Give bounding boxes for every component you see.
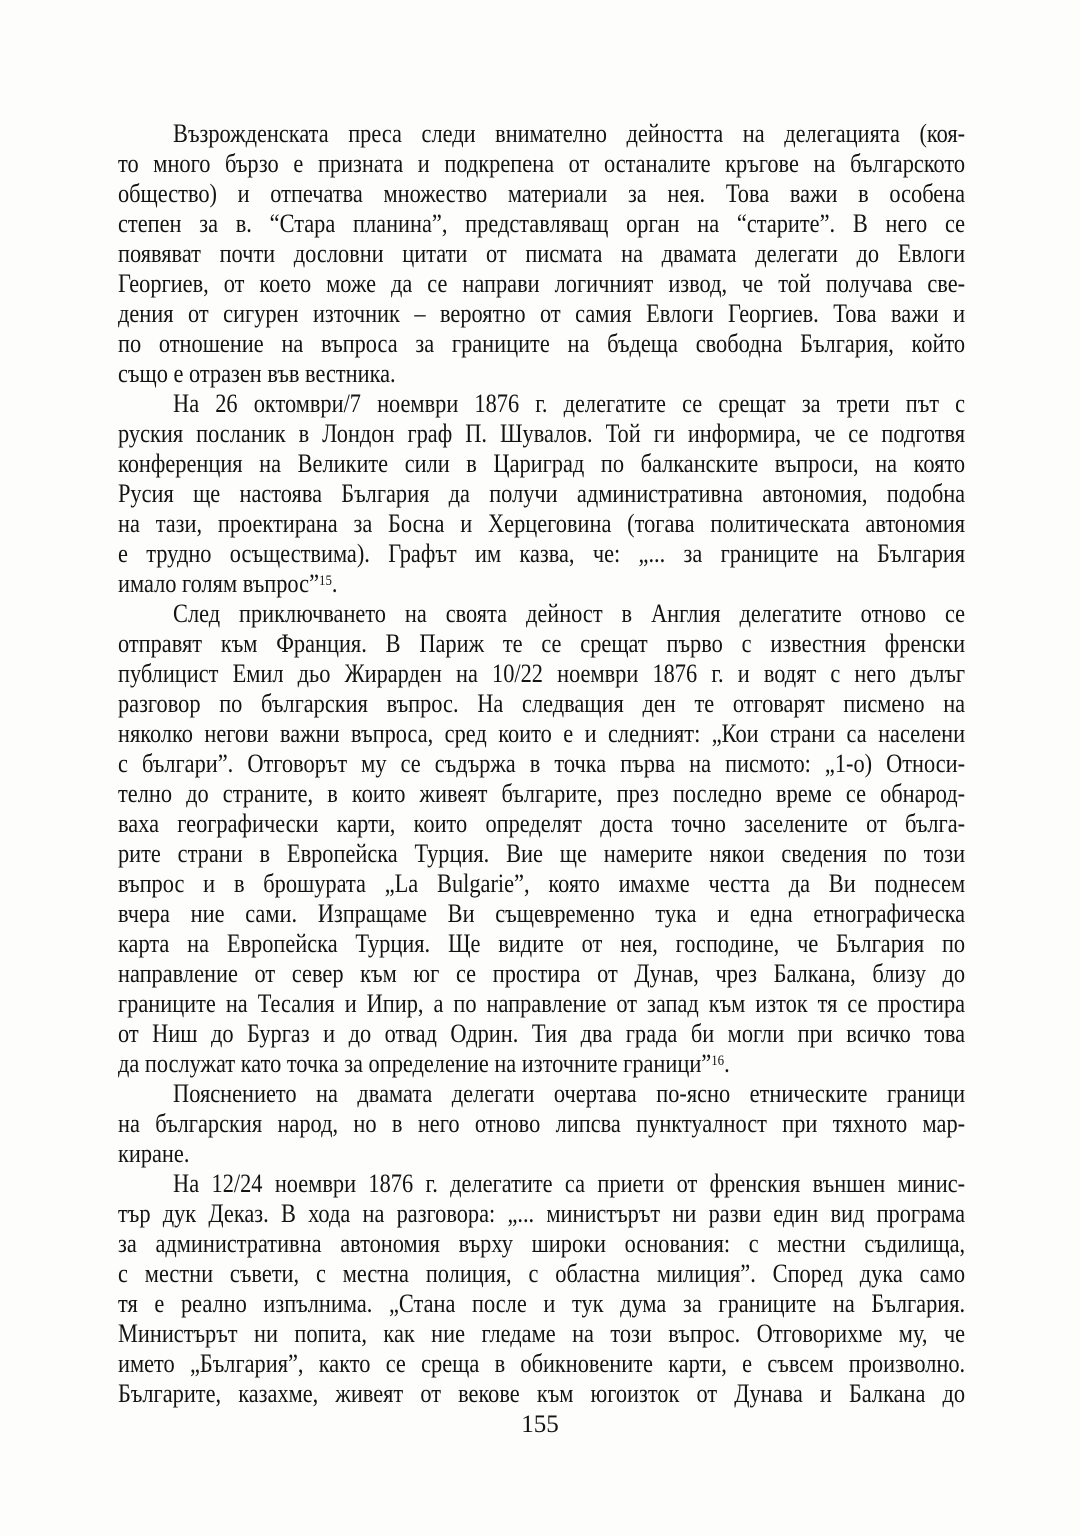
text-line: На 26 октомври/7 ноември 1876 г. делегатите се срещат за трети път с	[173, 389, 966, 418]
paragraph	[118, 389, 965, 599]
text-line: за административна автономия върху широки основания: с местни съдилища,	[118, 1229, 966, 1258]
text-line: също е отразен във вестника.	[118, 359, 396, 388]
text-line: въпрос и в брошурата „La Bulgarie”, която имахме честта да Ви поднесем	[118, 869, 966, 898]
text-line: телно до страните, в които живеят българите, през последно време се обнарод-	[118, 779, 966, 808]
text-line: имало голям въпрос”$^{15}$.	[118, 569, 338, 598]
text-line: границите на Тесалия и Ипир, а по направление от запад към изток тя се простира	[118, 989, 966, 1018]
text-line: разговор по българския въпрос. На следващия ден те отговарят писмено на	[118, 689, 966, 718]
text-line: няколко негови важни въпроса, сред които е и следният: „Кои страни са населени	[118, 719, 966, 748]
text-line: отправят към Франция. В Париж те се срещат първо с известния френски	[118, 629, 966, 658]
text-line: то много бързо е призната и подкрепена от останалите кръгове на българското	[118, 149, 966, 178]
text-line: Пояснението на двамата делегати очертава по-ясно етническите граници	[173, 1079, 966, 1108]
text-line: Българите, казахме, живеят от векове към югоизток от Дунава и Балкана до	[118, 1379, 966, 1408]
paragraph	[118, 1169, 965, 1409]
text-line: Русия ще настоява България да получи административна автономия, подобна	[118, 479, 966, 508]
text-line: на българския народ, но в него отново липсва пунктуалност при тяхното мар-	[118, 1109, 966, 1138]
text-line: с българи”. Отговорът му се съдържа в точка първа на писмото: „1-о) Относи-	[118, 749, 966, 778]
text-line: тър дук Деказ. В хода на разговора: „... министърът ни разви един вид програма	[118, 1199, 966, 1228]
text-line: руския посланик в Лондон граф П. Шувалов. Той ги информира, че се подготвя	[118, 419, 966, 448]
text-line: от Ниш до Бургаз и до отвад Одрин. Тия два града би могли при всичко това	[118, 1019, 966, 1048]
text-line: карта на Европейска Турция. Ще видите от нея, господине, че България по	[118, 929, 966, 958]
text-line: рите страни в Европейска Турция. Вие ще намерите някои сведения по този	[118, 839, 966, 868]
text-line: ваха географически карти, които определят доста точно заселените от бълга-	[118, 809, 966, 838]
text-line: вчера ние сами. Изпращаме Ви същевременно тука и една етнографическа	[118, 899, 966, 928]
paragraph	[118, 119, 965, 389]
footnote-ref: 16	[711, 1053, 725, 1070]
text-line: Министърът ни попита, как ние гледаме на този въпрос. Отговорихме му, че	[118, 1319, 966, 1348]
text-line: появяват почти дословни цитати от писмата на двамата делегати до Евлоги	[118, 239, 966, 268]
text-line: с местни съвети, с местна полиция, с областна милиция”. Според дука само	[118, 1259, 966, 1288]
text-line: Георгиев, от което може да се направи логичният извод, че той получава све-	[118, 269, 966, 298]
text-line: на тази, проектирана за Босна и Херцеговина (тогава политическата автономия	[118, 509, 966, 538]
paragraph	[118, 599, 965, 1079]
text-line: направление от север към юг се простира от Дунав, чрез Балкана, близу до	[118, 959, 966, 988]
text-line: Възрожденската преса следи внимателно дейността на делегацията (коя-	[173, 119, 966, 148]
text-line: името „България”, както се среща в обикновените карти, е съвсем произволно.	[118, 1349, 966, 1378]
text-line: да послужат като точка за определение на източните граници”$^{16}$.	[118, 1049, 730, 1078]
paragraph	[118, 1079, 965, 1169]
text-line: дения от сигурен източник – вероятно от самия Евлоги Георгиев. Това важи и	[118, 299, 966, 328]
text-line: публицист Емил дьо Жирарден на 10/22 ноември 1876 г. и водят с него дълъг	[118, 659, 966, 688]
text-line: е трудно осъществима). Графът им казва, че: „... за границите на България	[118, 539, 966, 568]
text-line: степен за в. “Стара планина”, представляващ орган на “старите”. В него се	[118, 209, 966, 238]
page-number: 155	[521, 1411, 559, 1438]
text-line: по отношение на въпроса за границите на бъдеща свободна България, който	[118, 329, 966, 358]
text-line: След приключването на своята дейност в Англия делегатите отново се	[173, 599, 966, 628]
text-line: киране.	[118, 1139, 190, 1168]
text-line: общество) и отпечатва множество материали за нея. Това важи в особена	[118, 179, 966, 208]
text-line: тя е реално изпълнима. „Стана после и тук дума за границите на България.	[118, 1289, 966, 1318]
text-line: На 12/24 ноември 1876 г. делегатите са приети от френския външен минис-	[173, 1169, 966, 1198]
text-line: конференция на Великите сили в Цариград по балканските въпроси, на която	[118, 449, 966, 478]
footnote-ref: 15	[318, 573, 332, 590]
text-block	[118, 119, 965, 1409]
